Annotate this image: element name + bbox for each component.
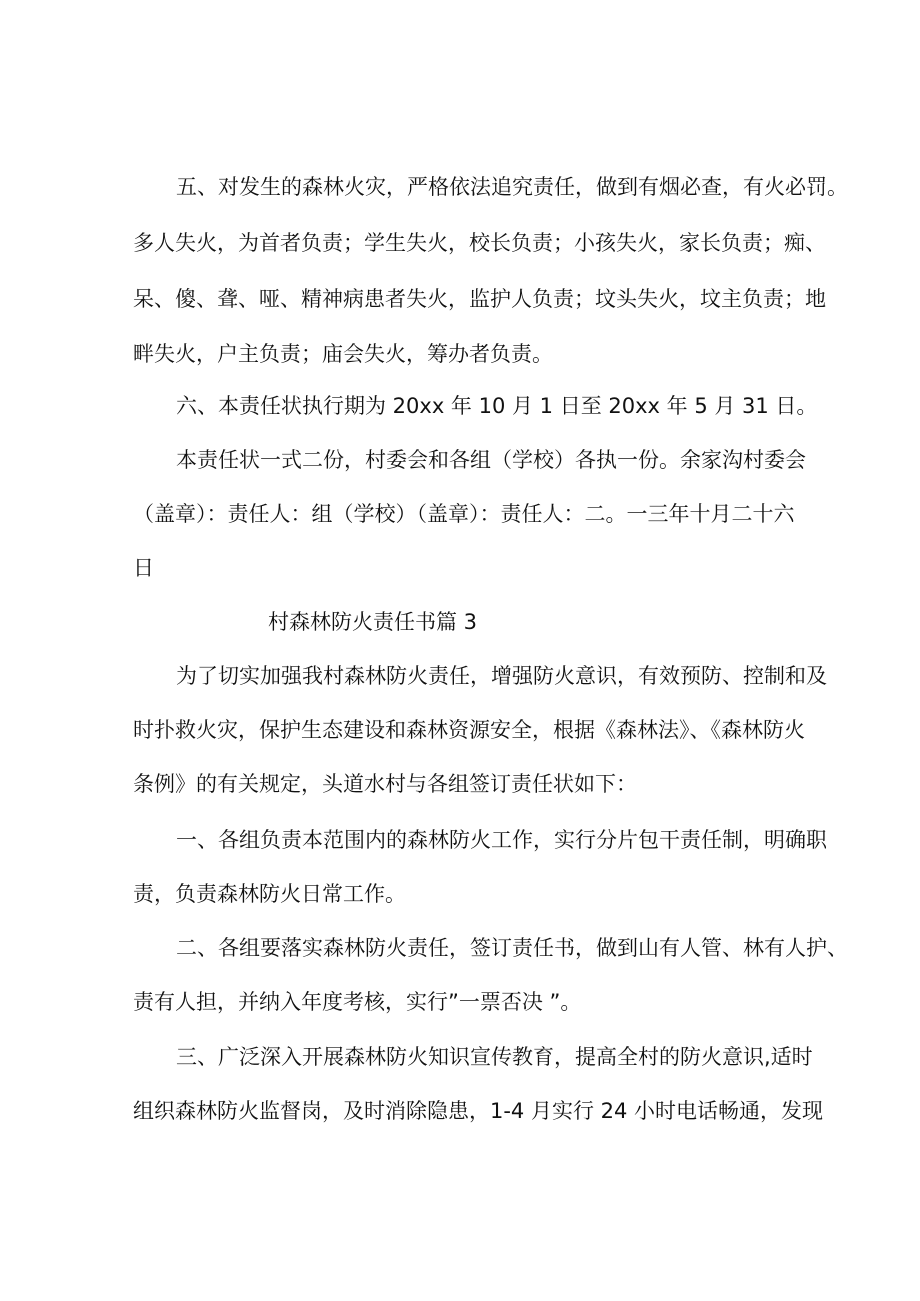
text-line: （盖章）：责任人：组（学校）（盖章）：责任人：二。一三年十月二十六 [133, 502, 795, 526]
section-title: 村森林防火责任书篇 3 [268, 610, 478, 634]
text-line: 组织森林防火监督岗，及时消除隐患，1-4 月实行 24 小时电话畅通，发现 [133, 1099, 824, 1123]
text-line: 多人失火，为首者负责；学生失火，校长负责；小孩失火，家长负责；痴、 [133, 231, 826, 255]
text-line: 条例》的有关规定，头道水村与各组签订责任状如下： [133, 772, 637, 796]
text-line: 一、各组负责本范围内的森林防火工作，实行分片包干责任制，明确职 [176, 828, 827, 852]
text-line: 为了切实加强我村森林防火责任，增强防火意识，有效预防、控制和及 [176, 664, 827, 688]
text-line: 责，负责森林防火日常工作。 [133, 882, 406, 906]
text-line: 日 [133, 556, 154, 580]
text-line: 三、广泛深入开展森林防火知识宣传教育，提高全村的防火意识,适时 [176, 1045, 813, 1069]
text-line: 畔失火，户主负责；庙会失火，筹办者负责。 [133, 342, 553, 366]
text-line: 本责任状一式二份，村委会和各组（学校）各执一份。余家沟村委会 [176, 448, 806, 472]
text-line: 二、各组要落实森林防火责任，签订责任书，做到山有人管、林有人护、 [176, 936, 848, 960]
text-line: 呆、傻、聋、哑、精神病患者失火，监护人负责；坟头失火，坟主负责；地 [133, 287, 826, 311]
text-line: 时扑救火灾，保护生态建设和森林资源安全，根据《森林法》、《森林防火 [133, 718, 805, 742]
text-line: 六、本责任状执行期为 20xx 年 10 月 1 日至 20xx 年 5 月 31 日。 [176, 394, 818, 418]
text-line: 责有人担，并纳入年度考核，实行”一票否决 ”。 [133, 990, 582, 1014]
text-line: 五、对发生的森林火灾，严格依法追究责任，做到有烟必查，有火必罚。 [176, 175, 848, 199]
